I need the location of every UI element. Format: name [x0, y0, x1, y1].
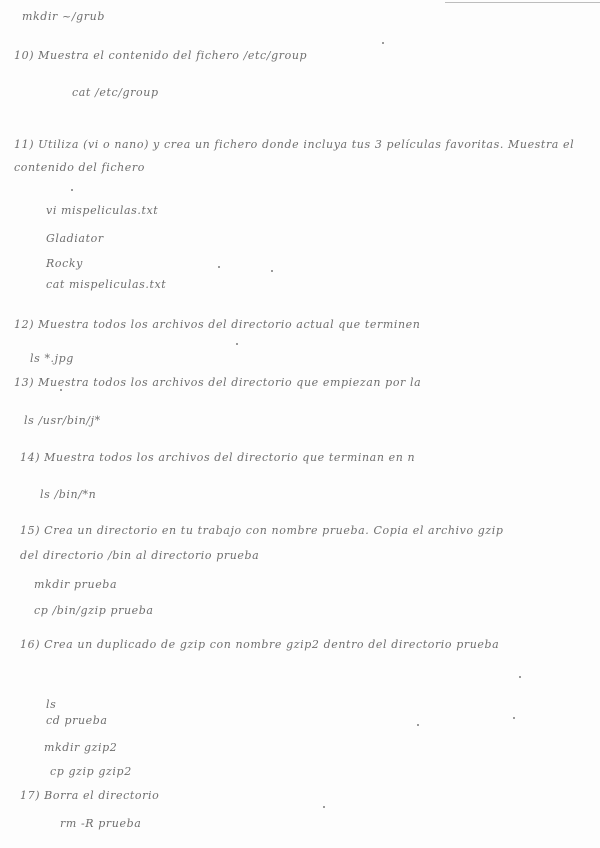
- movie-line-1: Gladiator: [46, 232, 104, 245]
- scan-speck: [271, 270, 273, 272]
- command-cat-group: cat /etc/group: [72, 86, 159, 99]
- command-ls: ls: [46, 698, 57, 711]
- exercise-13: 13) Muestra todos los archivos del directorio que empiezan por la: [14, 376, 422, 389]
- exercise-16: 16) Crea un duplicado de gzip con nombre gzip2 dentro del directorio prueba: [20, 638, 500, 651]
- scan-speck: [513, 717, 515, 719]
- scan-speck: [60, 389, 62, 391]
- command-ls-usr-bin: ls /usr/bin/j*: [24, 414, 101, 427]
- command-vi: vi mispeliculas.txt: [46, 204, 159, 217]
- command-cd-prueba: cd prueba: [46, 714, 108, 727]
- exercise-10: 10) Muestra el contenido del fichero /etc/group: [14, 49, 308, 62]
- command-mkdir-grub: mkdir ~/grub: [22, 10, 105, 23]
- command-cat-movies: cat mispeliculas.txt: [46, 278, 167, 291]
- scan-edge-line: [445, 2, 600, 3]
- command-rm-prueba: rm -R prueba: [60, 817, 142, 830]
- command-ls-bin-n: ls /bin/*n: [40, 488, 97, 501]
- scan-speck: [382, 42, 384, 44]
- scan-speck: [71, 189, 73, 191]
- exercise-14: 14) Muestra todos los archivos del directorio que terminan en n: [20, 451, 416, 464]
- exercise-12: 12) Muestra todos los archivos del directorio actual que terminen: [14, 318, 421, 331]
- scan-speck: [236, 343, 238, 345]
- exercise-17: 17) Borra el directorio: [20, 789, 160, 802]
- command-ls-jpg: ls *.jpg: [30, 352, 74, 365]
- command-mkdir-gzip2: mkdir gzip2: [44, 741, 118, 754]
- scan-speck: [519, 676, 521, 678]
- exercise-15: 15) Crea un directorio en tu trabajo con nombre prueba. Copia el archivo gzip del directorio /bin al directorio prueba: [20, 524, 504, 562]
- scan-speck: [323, 806, 325, 808]
- movie-line-2: Rocky: [46, 257, 83, 270]
- scan-speck: [417, 724, 419, 726]
- command-cp-gzip: cp /bin/gzip prueba: [34, 604, 154, 617]
- scan-speck: [218, 266, 220, 268]
- exercise-11: 11) Utiliza (vi o nano) y crea un fichero donde incluya tus 3 películas favoritas. Muestra el contenido del fichero: [14, 138, 575, 174]
- command-cp-gzip-gzip2: cp gzip gzip2: [50, 765, 132, 778]
- command-mkdir-prueba: mkdir prueba: [34, 578, 118, 591]
